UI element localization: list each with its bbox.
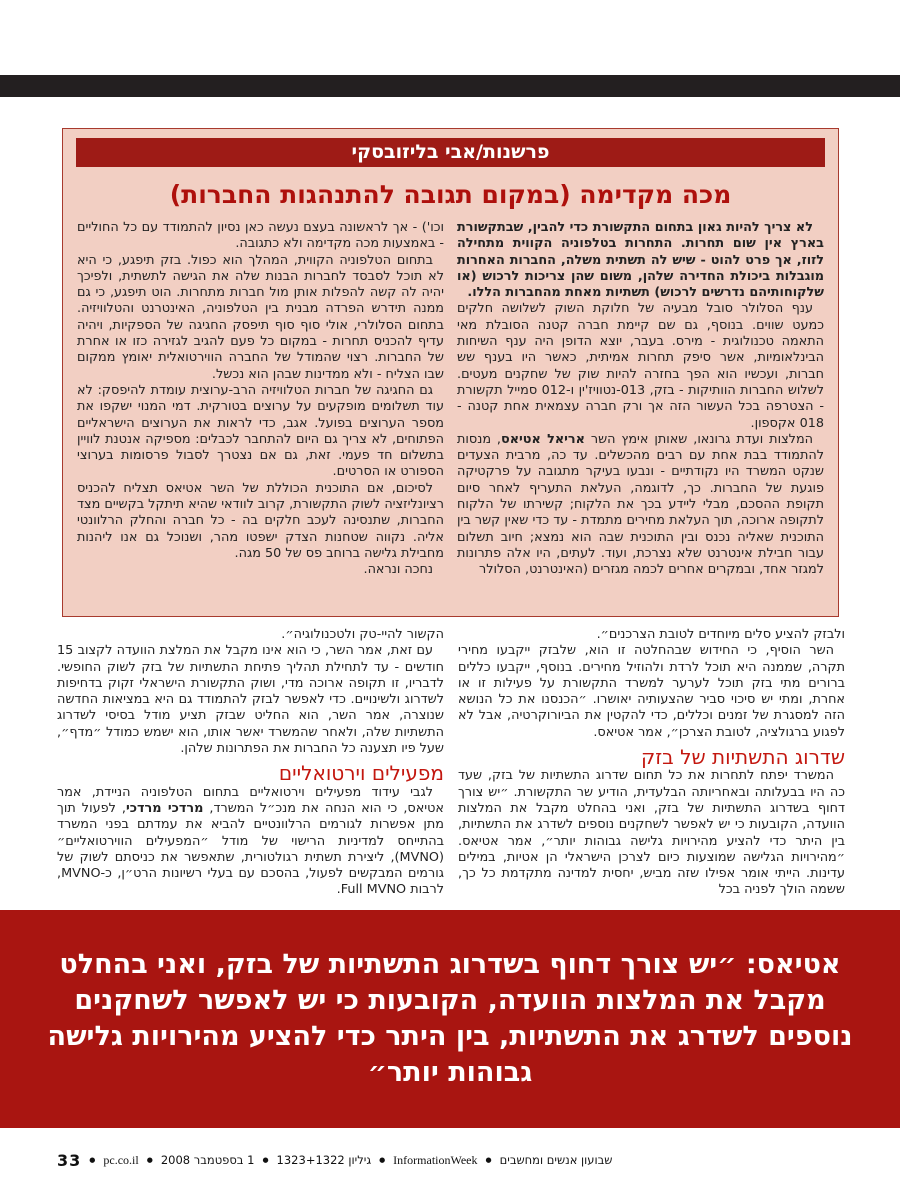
top-divider-bar — [0, 75, 900, 97]
footer-brand: InformationWeek — [393, 1152, 478, 1167]
commentary-column-right — [457, 220, 824, 579]
page-footer — [57, 1150, 612, 1170]
paragraph-text: המלצות ועדת גרונאו, שאותן אימץ השר — [584, 431, 813, 447]
commentary-kicker: פרשנות/אבי בליזובסקי — [76, 138, 825, 167]
paragraph: הקשור להיי-טק ולטכנולוגיה״. — [281, 627, 444, 642]
paragraph-text: , לפעול תוך מתן אפשרות לגורמים הרלוונטיים להביא את עמדתם בפני המשרד בהתייחס למדיניות הרישוי של מודל ״המפעילים הווירטואליים״ (MVNO), ליצירת תשתית רגולטורית, שתאפשר את כניסתם לשוק של גורמים המבקשים לפעול, בהסכם עם בעלי רשיונות הרט״ן, כ-MVNO, לרבות Full MVNO. — [57, 800, 444, 898]
footer-issue-number: גיליון 1323+1322 — [276, 1153, 372, 1167]
paragraph: השר הוסיף, כי החידוש שבהחלטה זו הוא, שלבזק ייקבעו מחירי תקרה, שממנה היא תוכל לרדת ולהוזיל מחירים. בנוסף, ייקבעו כללים ברורים מתי בזק תוכל לערער למשרד התקשורת על פעילות זו או אחרת, ומתי יש סיכוי סביר שהצעותיה יאושרו. ״הכנסנו את כל הנושא הזה למסגרת של זמנים וכללים, כדי להקטין את הביורוקרטיה, אבל לא לפגוע ברגולציה, לטובת הצרכן״, אמר אטיאס. — [458, 643, 845, 740]
paragraph: גם החגיגה של חברות הטלוויזיה הרב-ערוצית עומדת להיפסק: לא עוד תשלומים מופקעים על ערוצים בטורקית. דמי המנוי ישקפו את מספר הערוצים בפועל. אגב, כדי לראות את הערוצים הישראליים הפתוחים, לא צריך גם היום להתחבר לכבלים: מספיקה אנטנת לוויין בתשלום חד פעמי. זאת, גם אם נצטרך לסבול פרסומות בערוצי הספורט או הסרטים. — [77, 382, 444, 480]
paragraph: נחכה ונראה. — [363, 562, 433, 578]
paragraph — [57, 785, 444, 899]
commentary-title: מכה מקדימה (במקום תגובה להתנהגות החברות) — [169, 180, 732, 209]
paragraph: ענף הסלולר סובל מבעיה של חלוקת השוק לשלושה חלקים כמעט שווים. בנוסף, גם שם קיימת חברה קטנה הסובלת מאי התאמה טכנולוגית - מירס. בעבר, יוצא הדופן היה ענף השיחות הבינלאומיות, אשר סיפק תחרות אמיתית, כאשר היו בענף שש חברות, ועכשיו הוא הפך בחזרה להיות שוק של שחקנים מעטים. לשלוש החברות הוותיקות - בזק, 013-נטוויז'ין ו-012 סמייל תקשורת - הצטרפה בכל העשור הזה אך ורק חברה עצמאית אחת קטנה - 018 אקספון. — [457, 301, 825, 431]
section-heading-virtual-operators: מפעילים וירטואליים — [278, 761, 444, 786]
pull-quote-text: אטיאס: ״יש צורך דחוף בשדרוג התשתיות של בזק, ואני בהחלט מקבל את המלצות הוועדה, הקובעות כי יש לאפשר לשחקנים נוספים לשדרג את התשתיות, בין היתר כדי להציע מהירויות גלישה גבוהות יותר״ — [47, 949, 853, 1088]
paragraph: ולבזק להציע סלים מיוחדים לטובת הצרכנים״. — [596, 627, 845, 642]
footer-date: 1 בספטמבר 2008 — [160, 1153, 255, 1167]
paragraph — [457, 432, 824, 579]
bullet-separator-icon: ● — [379, 1156, 386, 1164]
bullet-separator-icon: ● — [146, 1156, 153, 1164]
pull-quote-banner — [0, 910, 900, 1128]
page-number: 33 — [57, 1150, 82, 1170]
commentary-column-left — [77, 220, 444, 579]
footer-magazine-name: שבועון אנשים ומחשבים — [499, 1153, 613, 1167]
paragraph: לא צריך להיות גאון בתחום התקשורת כדי להבין, שבתקשורת בארץ אין שום תחרות. התחרות בטלפוניה הקווית מתחילה לזוז, אך פרט להוט - שיש לה תשתית משלה, החברות האחרות מוגבלות ביכולת החדירה שלהן, משום שהן צריכות לרכוש (או שלקוחותיהם נדרשים לרכוש) תשתיות מאחת מהחברות הללו. — [457, 220, 824, 301]
paragraph: וכו') - אך לראשונה בעצם נעשה כאן נסיון להתמודד עם כל החוליים - באמצעות מכה מקדימה ולא כתגובה. — [77, 220, 444, 252]
bullet-separator-icon: ● — [485, 1156, 492, 1164]
commentary-box — [62, 128, 839, 617]
paragraph-text: לגבי עידוד מפעילים וירטואליים בתחום הטלפוניה הניידת, אמר אטיאס, כי הוא הנחה את מנכ״ל המשרד, — [57, 784, 444, 816]
paragraph-text: , מנסות להתמודד בבת אחת עם רבים מהכשלים. עד כה, מרבית הצעדים שנקט המשרד היו נקודתיים - ונבעו בעיקר מתגובה על פרקטיקה פוגעת של החברות. כך, לדוגמה, העלאת התעריף לאחר סיום תקופת ההסכם, מבלי ליידע בכך את הלקוח; קשירתו של הלקוח לתקופה ארוכה, תוך העלאת מחירים מתמדת - עד כדי שאין קשר בין התוכנית שאליה נכנס ובין התוכנית שבה הוא נמצא; חיוב תשלום עבור חבילת אינטרנט שלא נצרכת, ועוד. לעתים, היו אלה פתרונות למגזר אחד, ובמקרים אחרים לכמה מגזרים (האינטרנט, הסלולר — [457, 431, 824, 578]
director-general-name: מרדכי מרדכי — [125, 800, 204, 816]
minister-name: אריאל אטיאס — [501, 431, 585, 447]
bullet-separator-icon: ● — [89, 1156, 96, 1164]
paragraph: עם זאת, אמר השר, כי הוא אינו מקבל את המלצת הוועדה לקצוב 15 חודשים - עד לתחילת תהליך פתיחת התשתיות של בזק לשוק החופשי. לדבריו, זו תקופה ארוכה מדי, ושוק התקשורת הישראלי זקוק בדחיפות לשדרוג ולשינויים. כדי לאפשר לבזק להתמודד גם היא במציאות החדשה שנוצרה, אמר השר, הוא החליט שבזק תציע מודל בסיסי לשדרוג התשתיות שלה, ולאחר שהמשרד יאשר אותו, הוא ישמש כמודל ״מדף״, שעל פיו תצענה כל החברות את הפתרונות שלהן. — [57, 643, 444, 757]
paragraph: לסיכום, אם התוכנית הכוללת של השר אטיאס תצליח להכניס רציונליזציה לשוק התקשורת, קרוב לוודאי שהיא תיתקל בקשיים מצד החברות, שתנסינה לעכב חלקים בה - כל חברה והחלק הרלוונטי אליה. נקווה שטחנות הצדק ישפטו מהר, ושנוכל גם אנו ליהנות מחבילת גלישה ברוחב פס של 50 מגה. — [77, 480, 444, 561]
paragraph: המשרד יפתח לתחרות את כל תחום שדרוג התשתיות של בזק, שעד כה היו בבעלותה ובאחריותה הבלעדית, הודיע שר התקשורת. ״יש צורך דחוף בשדרוג התשתיות של בזק, ואני בהחלט מקבל את המלצות הוועדה, הקובעות כי יש לאפשר לשחקנים נוספים לשדרג את התשתיות, בין היתר כדי להציע מהירויות גלישה גבוהות יותר״, אמר אטיאס. ״מהירויות הגלישה שמוצעות כיום לצרכן הישראלי הן אטיות, במילים עדינות. הייתי אומר אפילו שזה מביש, יחסית למדינה מתקדמת כל כך, ששמה הולך לפניה בכל — [458, 768, 845, 898]
section-heading-bezeq-upgrade: שדרוג התשתיות של בזק — [641, 745, 845, 770]
bullet-separator-icon: ● — [262, 1156, 269, 1164]
article-column-right — [458, 627, 845, 910]
paragraph: בתחום הטלפוניה הקווית, המהלך הוא כפול. בזק תיפגע, כי היא לא תוכל לסבסד לחברות הבנות שלה את הגישה לתשתית, ולפיכך יהיה לה קשה להפלות אותן מול חברות מתחרות. הוט תיפגע, כי גם ממנה תידרש הפרדה מבנית בין הטלפוניה, האינטרנט והטלוויזיה. בתחום הסלולרי, אולי סוף סוף תיפסק החגיגה של הספקיות, ויהיה עדיף להכניס תחרות - במקום כל פעם להגיב לגזירה כזו או אחרת של החברות. רצוי שהמודל של החברה הווירטואלית יאומץ ממקום שבו הצליח - ולא ממדינות שבהן הוא נכשל. — [77, 252, 444, 382]
article-body — [57, 627, 845, 910]
footer-website: pc.co.il — [103, 1152, 139, 1167]
article-column-left — [57, 627, 444, 910]
